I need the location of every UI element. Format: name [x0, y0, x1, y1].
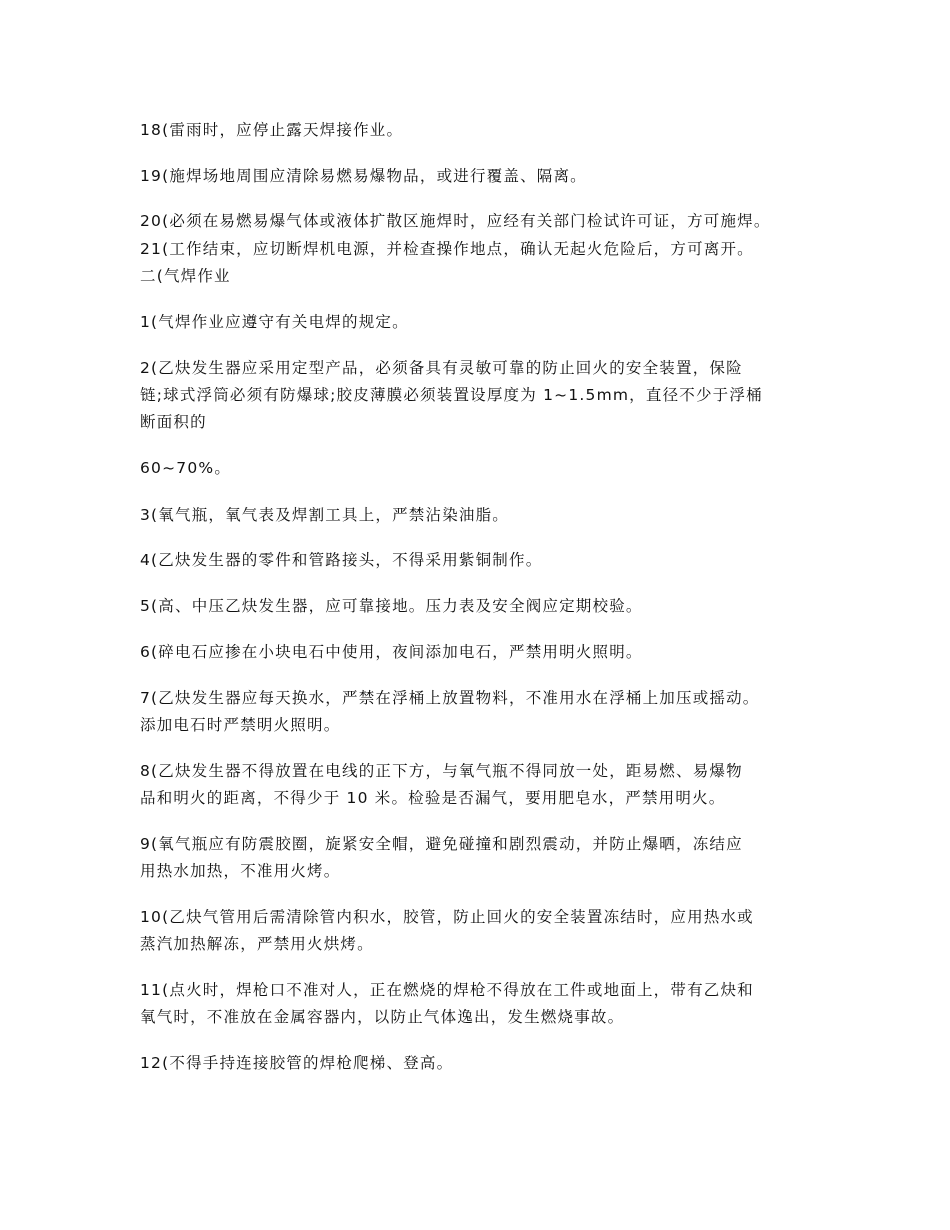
- text-line: 氧气时，不准放在金属容器内，以防止气体逸出，发生燃烧事故。: [140, 1008, 625, 1026]
- text-line: 8(乙炔发生器不得放置在电线的正下方，与氧气瓶不得同放一处，距易燃、易爆物: [140, 762, 743, 780]
- text-line: 18(雷雨时，应停止露天焊接作业。: [140, 121, 404, 139]
- text-line: 21(工作结束，应切断焊机电源，并检查操作地点，确认无起火危险后，方可离开。: [140, 240, 754, 258]
- section-heading: 二(气焊作业: [140, 267, 231, 285]
- text-line: 10(乙炔气管用后需清除管内积水，胶管，防止回火的安全装置冻结时，应用热水或: [140, 908, 754, 926]
- text-line: 4(乙炔发生器的零件和管路接头，不得采用紫铜制作。: [140, 551, 543, 569]
- text-line: 12(不得手持连接胶管的焊枪爬梯、登高。: [140, 1054, 454, 1072]
- text-line: 7(乙炔发生器应每天换水，严禁在浮桶上放置物料，不准用水在浮桶上加压或摇动。: [140, 689, 760, 707]
- text-line: 添加电石时严禁明火照明。: [140, 716, 341, 734]
- text-line: 3(氧气瓶，氧气表及焊割工具上，严禁沾染油脂。: [140, 506, 510, 524]
- text-line: 用热水加热，不准用火烤。: [140, 862, 341, 880]
- text-line: 蒸汽加热解冻，严禁用火烘烤。: [140, 935, 374, 953]
- text-line: 断面积的: [140, 413, 207, 431]
- text-line: 5(高、中压乙炔发生器，应可靠接地。压力表及安全阀应定期校验。: [140, 597, 643, 615]
- text-line: 品和明火的距离，不得少于 10 米。检验是否漏气，要用肥皂水，严禁用明火。: [140, 789, 726, 807]
- text-line: 11(点火时，焊枪口不准对人，正在燃烧的焊枪不得放在工件或地面上，带有乙炔和: [140, 981, 754, 999]
- text-line: 2(乙炔发生器应采用定型产品，必须备具有灵敏可靠的防止回火的安全装置，保险: [140, 359, 743, 377]
- text-line: 20(必须在易燃易爆气体或液体扩散区施焊时，应经有关部门检试许可证，方可施焊。: [140, 212, 771, 230]
- text-line: 9(氧气瓶应有防震胶圈，旋紧安全帽，避免碰撞和剧烈震动，并防止爆晒，冻结应: [140, 835, 743, 853]
- text-line: 19(施焊场地周围应清除易燃易爆物品，或进行覆盖、隔离。: [140, 167, 587, 185]
- text-line: 1(气焊作业应遵守有关电焊的规定。: [140, 313, 409, 331]
- text-line: 60~70%。: [140, 459, 232, 477]
- text-line: 链;球式浮筒必须有防爆球;胶皮薄膜必须装置设厚度为 1~1.5mm，直径不少于浮桶: [140, 386, 763, 404]
- text-line: 6(碎电石应掺在小块电石中使用，夜间添加电石，严禁用明火照明。: [140, 643, 643, 661]
